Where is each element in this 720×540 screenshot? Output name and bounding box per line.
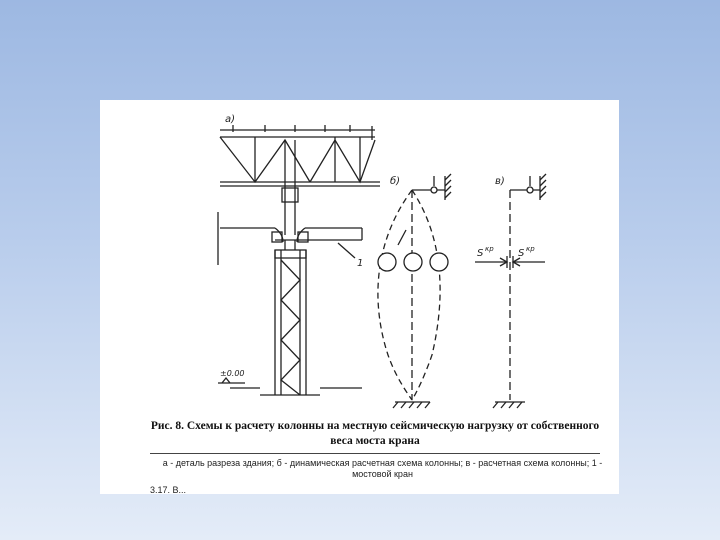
label-part-c: в) bbox=[495, 176, 505, 187]
design-scheme bbox=[475, 174, 546, 408]
label-part-a: a) bbox=[225, 114, 236, 125]
label-callout-1: 1 bbox=[357, 258, 364, 269]
label-load-right: S bbox=[518, 248, 525, 259]
dynamic-scheme bbox=[378, 174, 451, 408]
building-section-detail bbox=[218, 125, 380, 395]
figure-caption-title: Рис. 8. Схемы к расчету колонны на местную сейсмическую нагрузку от собственного веса моста крана bbox=[150, 420, 600, 447]
label-load-left: S bbox=[477, 248, 484, 259]
figure-image bbox=[100, 100, 619, 494]
label-elevation: ±0.00 bbox=[220, 369, 245, 378]
truncated-paragraph: 3.17. В... bbox=[150, 485, 187, 494]
label-load-right-sup: кр bbox=[526, 245, 535, 253]
label-load-left-sup: кр bbox=[485, 245, 494, 253]
figure-caption-legend: а - деталь разреза здания; б - динамическая расчетная схема колонны; в - расчетная схема колонны; 1 - мостовой кран bbox=[162, 458, 603, 479]
caption-divider bbox=[150, 453, 600, 454]
label-part-b: б) bbox=[390, 176, 401, 187]
